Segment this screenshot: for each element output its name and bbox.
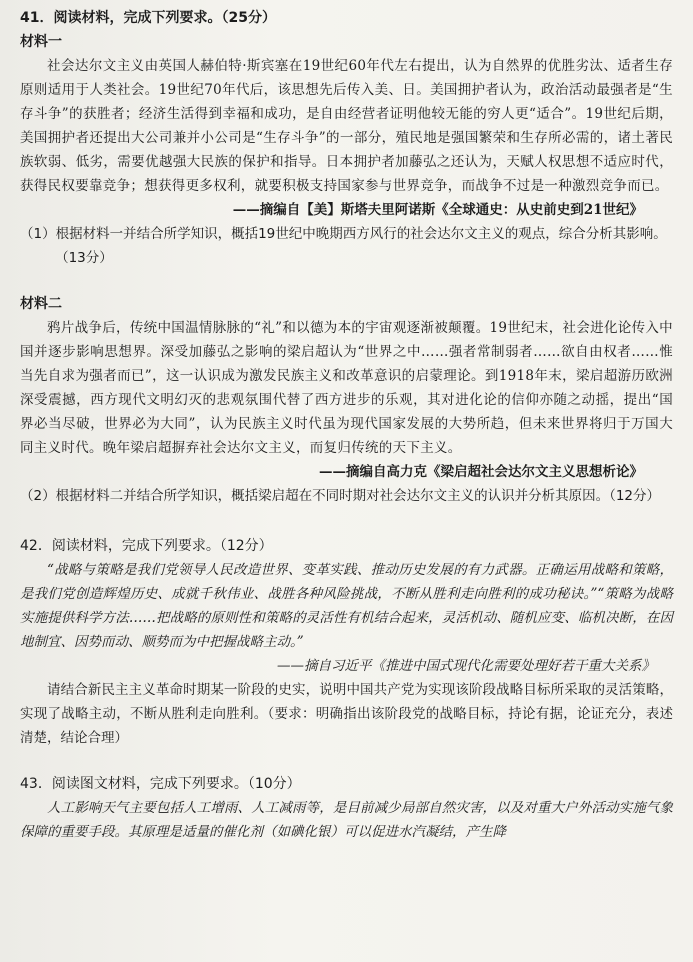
question-42-heading: 42．阅读材料，完成下列要求。（12分） — [20, 538, 273, 554]
material-1-source: ——摘编自【美】斯塔夫里阿诺斯《全球通史：从史前史到21世纪》 — [232, 202, 643, 218]
question-42-source: ——摘自习近平《推进中国式现代化需要处理好若干重大关系》 — [277, 658, 655, 674]
question-43-text: 人工影响天气主要包括人工增雨、人工减雨等，是目前减少局部自然灾害，以及对重大户外活动实施气象保障的重要手段。其原理是适量的催化剂（如碘化银）可以促进水汽凝结，产生降 — [20, 800, 673, 840]
material-2-title: 材料二 — [20, 296, 62, 312]
question-42-quote: “战略与策略是我们党领导人民改造世界、变革实践、推动历史发展的有力武器。正确运用战略和策略，是我们党创造辉煌历史、成就千秋伟业、战胜各种风险挑战，不断从胜利走向胜利的成功秘诀。”“策略为战略实施提供科学方法……把战略的原则性和策略的灵活性有机结合起来，灵活机动、随机应变、临机决断，在因地制宜、因势而动、顺势而为中把握战略主动。” — [20, 562, 673, 650]
material-1-title: 材料一 — [20, 34, 62, 50]
material-2-source: ——摘编自高力克《梁启超社会达尔文主义思想析论》 — [319, 464, 643, 480]
question-43-heading: 43．阅读图文材料，完成下列要求。（10分） — [20, 776, 301, 792]
question-42-task: 请结合新民主主义革命时期某一阶段的史实，说明中国共产党为实现该阶段战略目标所采取的灵活策略，实现了战略主动，不断从胜利走向胜利。（要求：明确指出该阶段党的战略目标，持论有据，论证充分，表述清楚，结论合理） — [20, 682, 673, 746]
material-1-text: 社会达尔文主义由英国人赫伯特·斯宾塞在19世纪60年代左右提出，认为自然界的优胜劣汰、适者生存原则适用于人类社会。19世纪70年代后，该思想先后传入美、日。美国拥护者认为，政治活动最强者是“生存斗争”的获胜者；经济生活得到幸福和成功，是自由经营者证明他较无能的穷人更“适合”。19世纪后期，美国拥护者还提出大公司兼并小公司是“生存斗争”的一部分，殖民地是强国繁荣和生存所必需的，诸土著民族软弱、低劣，需要优越强大民族的保护和指导。日本拥护者加藤弘之还认为，天赋人权思想不适应时代，获得民权要靠竞争；想获得更多权利，就要积极支持国家参与世界竞争，而战争不过是一种激烈竞争而已。 — [20, 58, 673, 194]
spacer — [20, 508, 673, 534]
spacer — [20, 750, 673, 772]
question-41-sub-2: （2）根据材料二并结合所学知识，概括梁启超在不同时期对社会达尔文主义的认识并分析其原因。（12分） — [20, 488, 661, 504]
spacer — [20, 270, 673, 292]
question-41-heading: 41．阅读材料，完成下列要求。（25分） — [20, 10, 276, 26]
question-41-sub-1: （1）根据材料一并结合所学知识，概括19世纪中晚期西方风行的社会达尔文主义的观点，综合分析其影响。（13分） — [20, 226, 667, 266]
material-2-text: 鸦片战争后，传统中国温情脉脉的“礼”和以德为本的宇宙观逐渐被颠覆。19世纪末，社会进化论传入中国并逐步影响思想界。深受加藤弘之影响的梁启超认为“世界之中……强者常制弱者……欲自由权者……惟当先自求为强者而已”，这一认识成为激发民族主义和改革意识的启蒙理论。到1918年末，梁启超游历欧洲深受震撼，西方现代文明幻灭的悲观氛围代替了西方进步的乐观，其对进化论的信仰亦随之动摇，提出“国界必当尽破，世界必为大同”，认为民族主义时代虽为现代国家发展的大势所趋，但未来世界将归于万国大同主义时代。晚年梁启超摒弃社会达尔文主义，而复归传统的天下主义。 — [20, 320, 673, 456]
